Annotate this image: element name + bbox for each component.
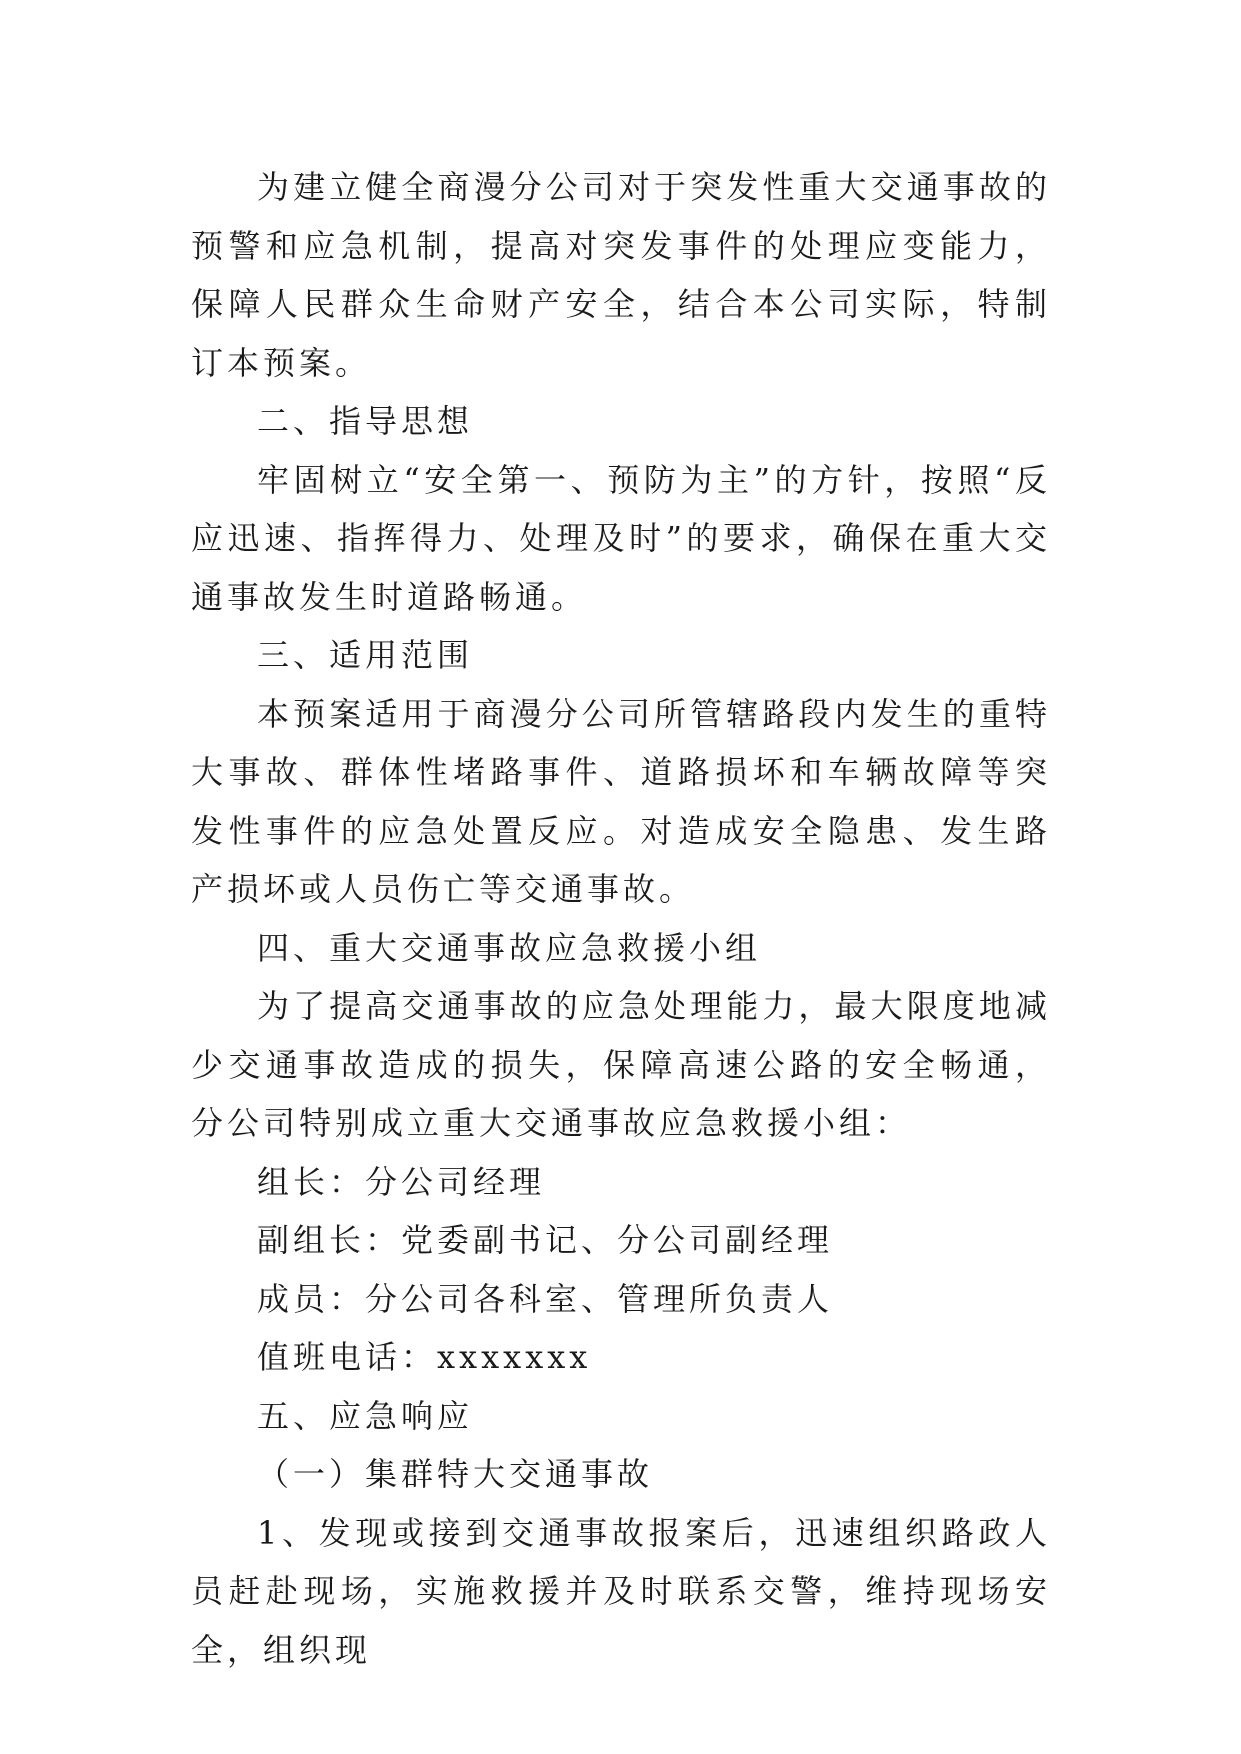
document-body	[191, 158, 1051, 1679]
duty-phone-line: 值班电话：xxxxxxx	[257, 1338, 592, 1376]
intro-paragraph: 为建立健全商漫分公司对于突发性重大交通事故的预警和应急机制，提高对突发事件的处理应变能力，保障人民群众生命财产安全，结合本公司实际，特制订本预案。	[191, 168, 1051, 382]
section-heading-rescue-team: 四、重大交通事故应急救援小组	[257, 928, 762, 967]
guiding-ideology-paragraph: 牢固树立“安全第一、预防为主”的方针，按照“反应迅速、指挥得力、处理及时”的要求，确保在重大交通事故发生时道路畅通。	[191, 460, 1051, 616]
members-line: 成员：分公司各科室、管理所负责人	[257, 1279, 834, 1318]
rescue-team-paragraph: 为了提高交通事故的应急处理能力，最大限度地减少交通事故造成的损失，保障高速公路的安全畅通，分公司特别成立重大交通事故应急救援小组：	[191, 987, 1051, 1142]
sub-heading-major-accident: （一）集群特大交通事故	[257, 1455, 654, 1493]
team-leader-line: 组长：分公司经理	[257, 1162, 546, 1201]
section-heading-emergency-response: 五、应急响应	[257, 1396, 474, 1435]
response-step-1-paragraph: 1、发现或接到交通事故报案后，迅速组织路政人员赶赴现场，实施救援并及时联系交警，维持现场安全，组织现	[191, 1513, 1051, 1669]
scope-paragraph: 本预案适用于商漫分公司所管辖路段内发生的重特大事故、群体性堵路事件、道路损坏和车辆故障等突发性事件的应急处置反应。对造成安全隐患、发生路产损坏或人员伤亡等交通事故。	[191, 694, 1051, 908]
section-heading-guiding-ideology: 二、指导思想	[257, 402, 474, 440]
section-heading-scope: 三、适用范围	[257, 636, 474, 674]
deputy-leader-line: 副组长：党委副书记、分公司副经理	[257, 1221, 834, 1259]
